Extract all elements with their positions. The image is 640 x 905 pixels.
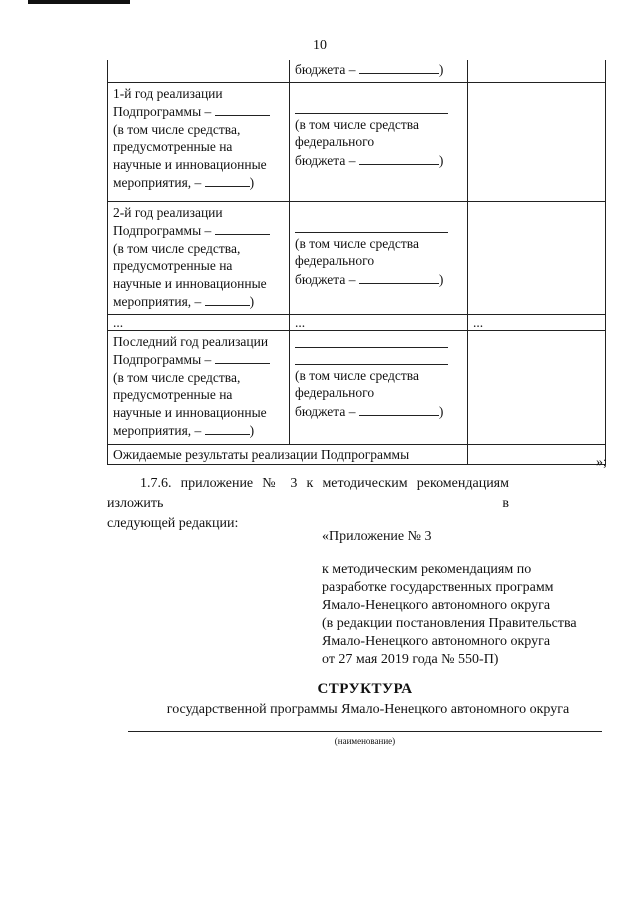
federal-budget-cell: (в том числе средства федерального бюджета – ) (290, 330, 468, 444)
scan-artifact-bar (28, 0, 130, 4)
name-underline (128, 731, 602, 732)
blank-line (295, 99, 448, 114)
appendix-header: «Приложение № 3 к методическим рекомендациям по разработке государственных программ Ямало-Ненецкого автономного округа (в редакции постановления Правительства Ямало-Ненецкого автономного округа от 27 мая 2019 года № 550-П) (322, 529, 577, 667)
last-year-cell: Последний год реализации Подпрограммы – (в том числе средства, предусмотренные на научные и инновационные мероприятия, – ) (108, 330, 290, 444)
expected-results-label: Ожидаемые результаты реализации Подпрограммы (108, 444, 468, 465)
subprogram-funding-table (107, 60, 606, 465)
table-cell: бюджета – ) (290, 60, 468, 82)
table-row: ... ... ... (108, 314, 606, 330)
table-row (108, 82, 606, 201)
amendment-paragraph: 1.7.6. приложение № 3 к методическим рекомендациям изложить в следующей редакции: (107, 476, 509, 531)
blank-line (295, 218, 448, 233)
structure-title: СТРУКТУРА (317, 681, 413, 697)
table-row (108, 330, 606, 444)
name-caption: (наименование) (334, 736, 396, 746)
table-row (108, 60, 606, 82)
table-row (108, 444, 606, 465)
year-1-cell: 1-й год реализации Подпрограммы – (в том числе средства, предусмотренные на научные и инновационные мероприятия, – ) (108, 82, 290, 201)
structure-subtitle: государственной программы Ямало-Ненецкого автономного округа (166, 702, 570, 717)
federal-budget-cell: (в том числе средства федерального бюджета – ) (290, 82, 468, 201)
page-number: 10 (313, 38, 327, 53)
closing-quote: »; (596, 455, 607, 470)
blank-line (295, 350, 448, 365)
table-row (108, 201, 606, 314)
year-2-cell: 2-й год реализации Подпрограммы – (в том числе средства, предусмотренные на научные и инновационные мероприятия, – ) (108, 201, 290, 314)
blank-line (295, 333, 448, 348)
federal-budget-cell: (в том числе средства федерального бюджета – ) (290, 201, 468, 314)
